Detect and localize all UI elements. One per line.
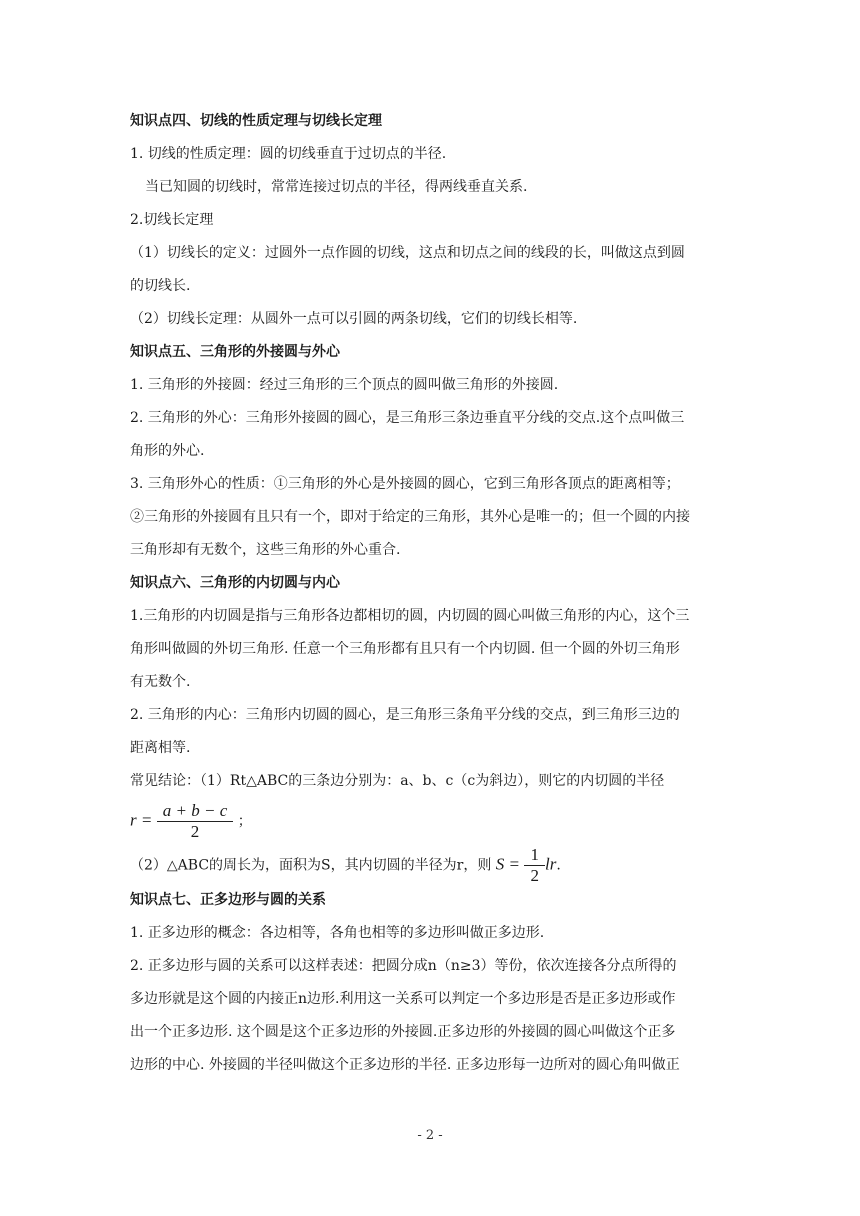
s7-line-1: 1. 正多边形的概念：各边相等，各角也相等的多边形叫做正多边形. xyxy=(130,925,545,941)
s5-line-3b: ②三角形的外接圆有且只有一个，即对于给定的三角形，其外心是唯一的；但一个圆的内接 xyxy=(130,509,690,525)
formula-2-tail: . xyxy=(556,857,561,874)
section-4-heading: 知识点四、切线的性质定理与切线长定理 xyxy=(130,113,382,129)
s5-line-2a: 2. 三角形的外心：三角形外接圆的圆心，是三角形三条边垂直平分线的交点.这个点叫做三 xyxy=(130,410,685,426)
formula-2-fraction xyxy=(524,845,545,886)
s6-line-1a: 1.三角形的内切圆是指与三角形各边都相切的圆，内切圆的圆心叫做三角形的内心，这个三 xyxy=(130,608,690,624)
s7-line-2b: 多边形就是这个圆的内接正n边形.利用这一关系可以判定一个多边形是否是正多边形或作 xyxy=(130,991,676,1007)
s5-line-3c: 三角形却有无数个，这些三角形的外心重合. xyxy=(130,542,401,558)
formula-2-denominator: 2 xyxy=(530,866,539,885)
s6-line-2b: 距离相等. xyxy=(130,740,191,756)
s7-line-2a: 2. 正多边形与圆的关系可以这样表述：把圆分成n（n≥3）等份，依次连接各分点所得的 xyxy=(130,958,677,974)
page-number: - 2 - xyxy=(417,1128,443,1143)
s4-line-4a: （1）切线长的定义：过圆外一点作圆的切线，这点和切点之间的线段的长，叫做这点到圆 xyxy=(130,245,685,261)
s4-line-2: 当已知圆的切线时，常常连接过切点的半径，得两线垂直关系. xyxy=(145,179,528,195)
formula-1-tail: ； xyxy=(237,813,252,830)
s7-line-2d: 边形的中心. 外接圆的半径叫做这个正多边形的半径. 正多边形每一边所对的圆心角叫做正 xyxy=(130,1057,680,1073)
formula-1-numerator: a + b − c xyxy=(157,801,234,822)
s4-line-1: 1. 切线的性质定理：圆的切线垂直于过切点的半径. xyxy=(130,146,447,162)
inradius-formula xyxy=(130,801,730,845)
s4-line-5: （2）切线长定理：从圆外一点可以引圆的两条切线，它们的切线长相等. xyxy=(130,311,578,327)
formula-2-rhs: lr xyxy=(544,854,557,874)
s6-line-1c: 有无数个. xyxy=(130,674,191,690)
s5-line-1: 1. 三角形的外接圆：经过三角形的三个顶点的圆叫做三角形的外接圆. xyxy=(130,377,559,393)
s4-line-4b: 的切线长. xyxy=(130,278,191,294)
formula-1-lhs: r = xyxy=(130,810,153,830)
s4-line-3: 2.切线长定理 xyxy=(130,212,214,228)
formula-2-lhs: S = xyxy=(495,854,521,874)
section-7-heading: 知识点七、正多边形与圆的关系 xyxy=(130,892,326,908)
s6-line-4-text: （2）△ABC的周长为，面积为S，其内切圆的半径为r，则 xyxy=(130,857,492,874)
s5-line-2b: 角形的外心. xyxy=(130,443,205,459)
formula-2-numerator: 1 xyxy=(524,845,545,866)
area-formula-line xyxy=(130,845,730,887)
formula-1-fraction xyxy=(157,801,234,842)
s7-line-2c: 出一个正多边形. 这个圆是这个正多边形的外接圆.正多边形的外接圆的圆心叫做这个正多 xyxy=(130,1024,676,1040)
s6-line-3: 常见结论：（1）Rt△ABC的三条边分别为：a、b、c（c为斜边），则它的内切圆的半径 xyxy=(130,773,665,789)
document-page xyxy=(130,108,730,1085)
section-6-heading: 知识点六、三角形的内切圆与内心 xyxy=(130,575,340,591)
section-5-heading: 知识点五、三角形的外接圆与外心 xyxy=(130,344,340,360)
s6-line-2a: 2. 三角形的内心：三角形内切圆的圆心，是三角形三条角平分线的交点，到三角形三边的 xyxy=(130,707,680,723)
s5-line-3a: 3. 三角形外心的性质：①三角形的外心是外接圆的圆心，它到三角形各顶点的距离相等； xyxy=(130,476,680,492)
formula-1-denominator: 2 xyxy=(190,822,200,841)
s6-line-1b: 角形叫做圆的外切三角形. 任意一个三角形都有且只有一个内切圆. 但一个圆的外切三角形 xyxy=(130,641,680,657)
